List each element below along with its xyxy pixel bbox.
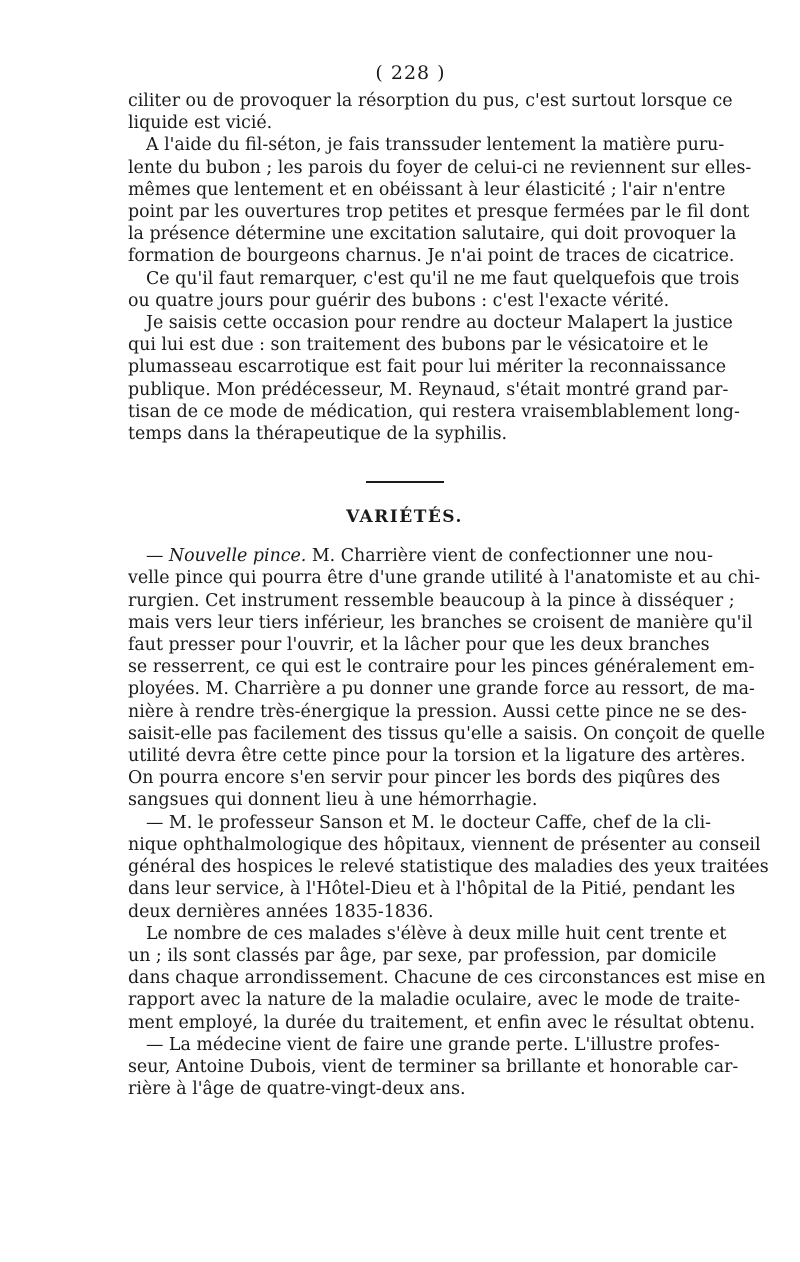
text-line: velle pince qui pourra être d'une grande utilité à l'anatomiste et au chi- [128, 568, 761, 589]
paragraph-sanson [128, 812, 769, 923]
paragraph-remarque [128, 268, 740, 312]
text-fragment: M. Charrière vient de confectionner une nou- [306, 546, 713, 567]
text-line: On pourra encore s'en servir pour pincer les bords des piqûres des [128, 768, 721, 789]
paragraph-dubois [128, 1034, 739, 1101]
text-line: ployées. M. Charrière a pu donner une grande force au ressort, de ma- [128, 679, 755, 700]
text-line: mais vers leur tiers inférieur, les branches se croisent de manière qu'il [128, 612, 753, 633]
text-line: général des hospices le relevé statistique des maladies des yeux traitées [128, 857, 769, 878]
page-content [128, 62, 769, 1100]
text-line: seur, Antoine Dubois, vient de terminer sa brillante et honorable car- [128, 1056, 739, 1077]
text-line: formation de bourgeons charnus. Je n'ai point de traces de cicatrice. [128, 246, 735, 267]
text-line: saisit-elle pas facilement des tissus qu'elle a saisis. On conçoit de quelle [128, 723, 766, 744]
text-line: utilité devra être cette pince pour la torsion et la ligature des artères. [128, 746, 746, 767]
text-line: un ; ils sont classés par âge, par sexe, par profession, par domicile [128, 945, 717, 966]
text-line: tisan de ce mode de médication, qui restera vraisemblablement long- [128, 401, 740, 422]
text-line: point par les ouvertures trop petites et presque fermées par le fil dont [128, 202, 750, 223]
text-line: Je saisis cette occasion pour rendre au docteur Malapert la justice [146, 313, 733, 334]
text-line: plumasseau escarrotique est fait pour lui mériter la reconnaissance [128, 357, 727, 378]
text-line: A l'aide du fil-séton, je fais transsuder lentement la matière puru- [146, 135, 725, 156]
text-line: publique. Mon prédécesseur, M. Reynaud, s'était montré grand par- [128, 379, 729, 400]
text-line: rurgien. Cet instrument ressemble beaucoup à la pince à disséquer ; [128, 590, 735, 611]
item-heading: Nouvelle pince. [168, 546, 307, 567]
text-line: mêmes que lentement et en obéissant à leur élasticité ; l'air n'entre [128, 179, 726, 200]
text-line: la présence détermine une excitation salutaire, qui doit provoquer la [128, 224, 737, 245]
text-line: qui lui est due : son traitement des bubons par le vésicatoire et le [128, 335, 709, 356]
text-line: sangsues qui donnent lieu à une hémorrhagie. [128, 790, 538, 811]
text-line [128, 545, 713, 567]
paragraph-malapert [128, 312, 740, 445]
text-line: nique ophthalmologique des hôpitaux, viennent de présenter au conseil [128, 834, 761, 855]
text-line: deux dernières années 1835-1836. [128, 901, 434, 922]
text-line: temps dans la thérapeutique de la syphilis. [128, 424, 508, 445]
em-dash: — [146, 546, 169, 567]
text-line: liquide est vicié. [128, 113, 273, 134]
text-line: rière à l'âge de quatre-vingt-deux ans. [128, 1079, 466, 1100]
text-line: rapport avec la nature de la maladie oculaire, avec le mode de traite- [128, 990, 741, 1011]
text-line: se resserrent, ce qui est le contraire pour les pinces généralement em- [128, 657, 755, 678]
text-line: — M. le professeur Sanson et M. le docteur Caffe, chef de la cli- [146, 812, 712, 833]
section-title: VARIÉTÉS. [346, 507, 463, 528]
page-number: ( 228 ) [375, 62, 446, 84]
text-line: Le nombre de ces malades s'élève à deux mille huit cent trente et [146, 923, 727, 944]
section-divider [366, 481, 444, 483]
text-line: dans leur service, à l'Hôtel-Dieu et à l'hôpital de la Pitié, pendant les [128, 879, 736, 900]
paragraph-fil-seton [128, 134, 752, 267]
text-line: — La médecine vient de faire une grande perte. L'illustre profes- [146, 1034, 720, 1055]
paragraph-malades [128, 923, 766, 1034]
text-line: faut presser pour l'ouvrir, et la lâcher pour que les deux branches [128, 635, 710, 656]
text-line: lente du bubon ; les parois du foyer de celui-ci ne reviennent sur elles- [128, 157, 752, 178]
paragraph-resorption [128, 90, 733, 134]
text-line: Ce qu'il faut remarquer, c'est qu'il ne me faut quelquefois que trois [146, 268, 740, 289]
text-line: dans chaque arrondissement. Chacune de ces circonstances est mise en [128, 968, 766, 989]
text-line: ou quatre jours pour guérir des bubons : c'est l'exacte vérité. [128, 290, 670, 311]
paragraph-nouvelle-pince [128, 545, 766, 811]
text-line: ment employé, la durée du traitement, et enfin avec le résultat obtenu. [128, 1012, 755, 1033]
text-line: ciliter ou de provoquer la résorption du pus, c'est surtout lorsque ce [128, 91, 733, 111]
text-line: nière à rendre très-énergique la pression. Aussi cette pince ne se des- [128, 701, 747, 722]
